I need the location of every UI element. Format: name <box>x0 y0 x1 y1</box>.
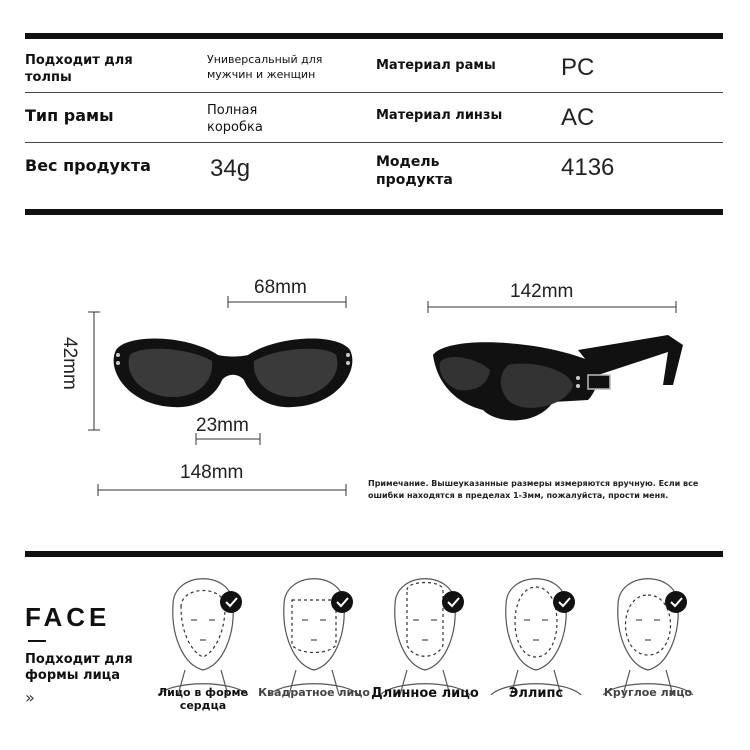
lens-height-label: 42mm <box>59 337 80 390</box>
spec-label-model: Модель продукта <box>376 154 453 188</box>
face-title-underline <box>28 640 46 642</box>
face-shape-label: Эллипс <box>508 686 564 701</box>
temple-length-label: 142mm <box>510 281 574 302</box>
face-shape-item <box>578 580 718 705</box>
spec-value-crowd: Универсальный для мужчин и женщин <box>207 53 323 81</box>
spec-value-model: 4136 <box>561 154 615 181</box>
spec-value-weight: 34g <box>210 155 251 182</box>
face-title: FACE <box>25 602 111 632</box>
spec-label-lens-material: Материал линзы <box>376 108 503 123</box>
spec-value-frame-material: PC <box>561 54 595 81</box>
face-shape-label: Длинное лицо <box>371 686 479 701</box>
face-shape-label: Лицо в форме сердца <box>158 686 248 712</box>
face-shape-label: Квадратное лицо <box>258 686 370 699</box>
bridge-label: 23mm <box>196 415 249 436</box>
face-shape-label: Круглое лицо <box>603 686 693 699</box>
spec-value-lens-material: AC <box>561 104 595 131</box>
lens-width-label: 68mm <box>254 277 307 298</box>
spec-label-frame-type: Тип рамы <box>25 106 114 125</box>
lower-rule <box>25 551 723 557</box>
face-subtitle: Подходит для формы лица <box>25 652 133 683</box>
measurement-note: Примечание. Вышеуказанные размеры измеряются вручную. Если все ошибки находятся в пределах 1-3мм, пожалуйста, прости меня. <box>368 479 699 500</box>
glasses-side-image <box>428 330 688 440</box>
spec-label-crowd: Подходит для толпы <box>25 53 133 85</box>
glasses-front-image <box>108 325 368 415</box>
spec-label-frame-material: Материал рамы <box>376 58 496 73</box>
frame-width-label: 148mm <box>180 462 244 483</box>
face-illustration-icon <box>578 580 718 680</box>
chevron-right-icon: » <box>25 688 35 707</box>
spec-value-frame-type: Полная коробка <box>207 103 263 135</box>
spec-label-weight: Вес продукта <box>25 156 151 175</box>
